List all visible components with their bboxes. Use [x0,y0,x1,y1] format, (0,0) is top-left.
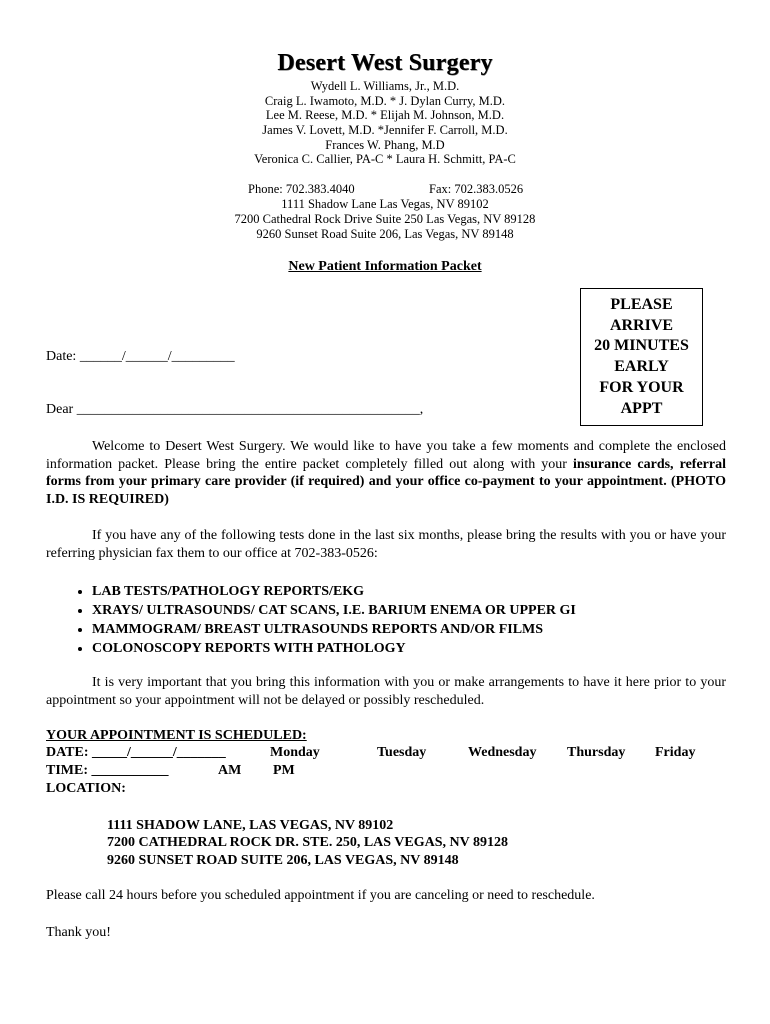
notice-line: APPT [620,399,663,417]
address-line: 9260 Sunset Road Suite 206, Las Vegas, NV 89148 [256,227,514,241]
tests-intro-paragraph: If you have any of the following tests done in the last six months, please bring the results with you or have your referring physician fax them to our office at 702-383-0526: [46,528,726,561]
list-item: • COLONOSCOPY REPORTS WITH PATHOLOGY [92,639,576,658]
list-item: • XRAYS/ ULTRASOUNDS/ CAT SCANS, I.E. BARIUM ENEMA OR UPPER GI [92,601,576,620]
doctor-line: Wydell L. Williams, Jr., M.D. [310,79,460,93]
fax-number: Fax: 702.383.0526 [429,182,524,196]
address-line: 1111 Shadow Lane Las Vegas, NV 89102 [281,197,489,211]
doctor-line: Craig L. Iwamoto, M.D. * J. Dylan Curry, M.D. [264,94,506,108]
address-line: 7200 Cathedral Rock Drive Suite 250 Las Vegas, NV 89128 [234,212,536,226]
appointment-date: DATE: _____/______/_______ [46,745,226,760]
list-item: • LAB TESTS/PATHOLOGY REPORTS/EKG [92,582,576,601]
arrive-early-notice [580,288,703,426]
welcome-required-items: insurance cards, referral forms from your primary care provider (if required) and your office co-payment to your appointment. (PHOTO I.D. IS REQUIRED) [46,456,726,507]
doctor-line: James V. Lovett, M.D. *Jennifer F. Carroll, M.D. [262,123,508,137]
cancellation-notice: Please call 24 hours before you scheduled appointment if you are canceling or need to reschedule. [46,888,595,903]
day-monday: Monday [270,745,320,760]
location-label: LOCATION: [46,781,126,796]
important-paragraph: It is very important that you bring this information with you or make arrangements to have it here prior to your appointment so your appointment will not be delayed or possibly rescheduled. [46,675,726,708]
appointment-time: TIME: ___________ [46,763,169,778]
notice-line: FOR YOUR [599,378,684,396]
time-am: AM [218,763,242,778]
day-wednesday: Wednesday [468,745,537,760]
welcome-text: Welcome to Desert West Surgery. We would like to have you take a few moments and complete the enclosed information packet. Please bring the entire packet completely filled out along with your [46,439,726,472]
doctor-line: Frances W. Phang, M.D [325,138,445,152]
notice-line: PLEASE [610,296,673,313]
welcome-paragraph [46,438,726,508]
practice-name: Desert West Surgery [277,50,493,76]
date-field: Date: ______/______/_________ [46,349,235,364]
doctor-line: Veronica C. Callier, PA-C * Laura H. Schmitt, PA-C [254,152,516,166]
packet-title: New Patient Information Packet [288,259,482,274]
day-thursday: Thursday [567,745,626,760]
location-address: 7200 CATHEDRAL ROCK DR. STE. 250, LAS VEGAS, NV 89128 [107,835,509,850]
time-pm: PM [273,763,295,778]
day-friday: Friday [655,745,696,760]
list-item: • MAMMOGRAM/ BREAST ULTRASOUNDS REPORTS AND/OR FILMS [92,620,576,639]
notice-line: EARLY [614,358,669,376]
dear-field: Dear _________________________________________________, [46,402,424,417]
doctor-line: Lee M. Reese, M.D. * Elijah M. Johnson, M.D. [265,108,505,122]
appointment-heading: YOUR APPOINTMENT IS SCHEDULED: [46,728,307,743]
closing: Thank you! [46,925,111,940]
day-tuesday: Tuesday [377,745,427,760]
location-address: 1111 SHADOW LANE, LAS VEGAS, NV 89102 [107,818,394,833]
notice-line: ARRIVE [609,316,674,334]
notice-line: 20 MINUTES [594,337,689,355]
phone-number: Phone: 702.383.4040 [248,182,355,196]
location-address: 9260 SUNSET ROAD SUITE 206, LAS VEGAS, NV 89148 [107,853,459,868]
tests-list [46,582,576,658]
